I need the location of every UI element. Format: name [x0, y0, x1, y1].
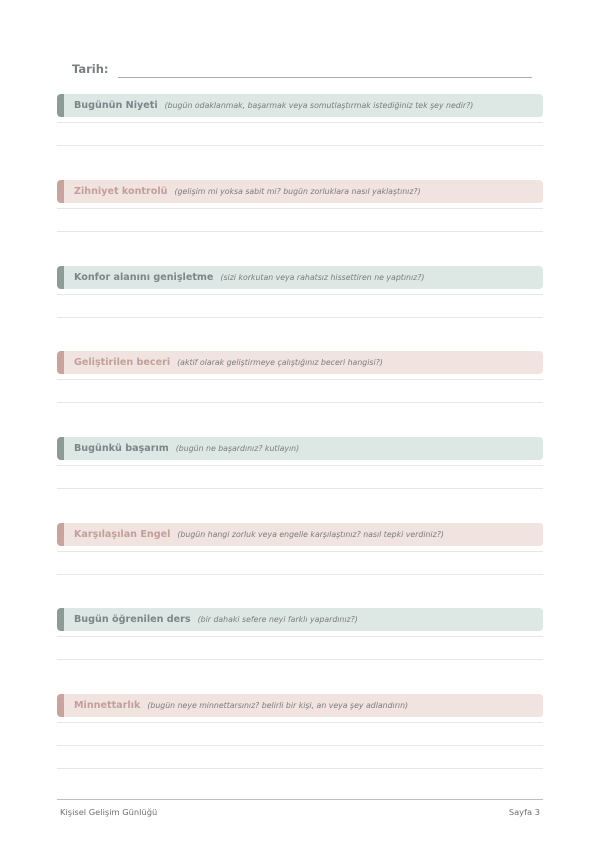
section-header-achievement — [57, 437, 543, 460]
date-label: Tarih: — [72, 62, 109, 76]
writing-line[interactable] — [57, 488, 543, 489]
writing-line[interactable] — [57, 294, 543, 295]
section-hint: (bugün neye minnettarsınız? belirli bir kişi, an veya şey adlandırın) — [147, 701, 409, 710]
writing-line[interactable] — [57, 574, 543, 575]
date-row — [72, 62, 532, 82]
writing-line[interactable] — [57, 379, 543, 380]
section-title: Zihniyet kontrolü — [74, 186, 168, 197]
section-hint: (bir dahaki sefere neyi farklı yapardınız?) — [197, 615, 358, 624]
writing-line[interactable] — [57, 122, 543, 123]
section-title: Minnettarlık — [74, 700, 141, 711]
writing-line[interactable] — [57, 402, 543, 403]
writing-line[interactable] — [57, 636, 543, 637]
section-title: Bugünkü başarım — [74, 443, 169, 454]
section-title: Geliştirilen beceri — [74, 357, 171, 368]
writing-line[interactable] — [57, 745, 543, 746]
section-accent-bar — [57, 351, 64, 374]
section-header-gratitude — [57, 694, 543, 717]
date-input-line[interactable] — [118, 77, 532, 78]
section-title: Bugün öğrenilen ders — [74, 614, 191, 625]
section-hint: (sizi korkutan veya rahatsız hissettiren ne yaptınız?) — [220, 273, 425, 282]
section-accent-bar — [57, 523, 64, 546]
section-title: Konfor alanını genişletme — [74, 272, 214, 283]
section-hint: (gelişim mi yoksa sabit mi? bugün zorluklara nasıl yaklaştınız?) — [174, 187, 421, 196]
writing-line[interactable] — [57, 208, 543, 209]
section-accent-bar — [57, 694, 64, 717]
writing-line[interactable] — [57, 551, 543, 552]
writing-line[interactable] — [57, 231, 543, 232]
section-header-lesson — [57, 608, 543, 631]
writing-line[interactable] — [57, 465, 543, 466]
section-header-intention — [57, 94, 543, 117]
section-accent-bar — [57, 94, 64, 117]
footer-journal-title: Kişisel Gelişim Günlüğü — [60, 807, 158, 817]
writing-line[interactable] — [57, 768, 543, 769]
writing-line[interactable] — [57, 722, 543, 723]
section-title: Bugünün Niyeti — [74, 100, 158, 111]
writing-line[interactable] — [57, 659, 543, 660]
section-accent-bar — [57, 437, 64, 460]
section-hint: (bugün ne başardınız? kutlayın) — [175, 444, 300, 453]
footer-page-number: Sayfa 3 — [508, 807, 540, 817]
section-header-skill — [57, 351, 543, 374]
section-hint: (bugün odaklanmak, başarmak veya somutlaştırmak istediğiniz tek şey nedir?) — [164, 101, 474, 110]
footer-divider — [57, 799, 543, 800]
writing-line[interactable] — [57, 317, 543, 318]
section-accent-bar — [57, 608, 64, 631]
section-header-mindset — [57, 180, 543, 203]
section-hint: (bugün hangi zorluk veya engelle karşılaştınız? nasıl tepki verdiniz?) — [177, 530, 444, 539]
section-header-comfort-zone — [57, 266, 543, 289]
section-accent-bar — [57, 266, 64, 289]
section-header-obstacle — [57, 523, 543, 546]
section-hint: (aktif olarak geliştirmeye çalıştığınız beceri hangisi?) — [177, 358, 383, 367]
section-title: Karşılaşılan Engel — [74, 529, 171, 540]
section-accent-bar — [57, 180, 64, 203]
writing-line[interactable] — [57, 145, 543, 146]
